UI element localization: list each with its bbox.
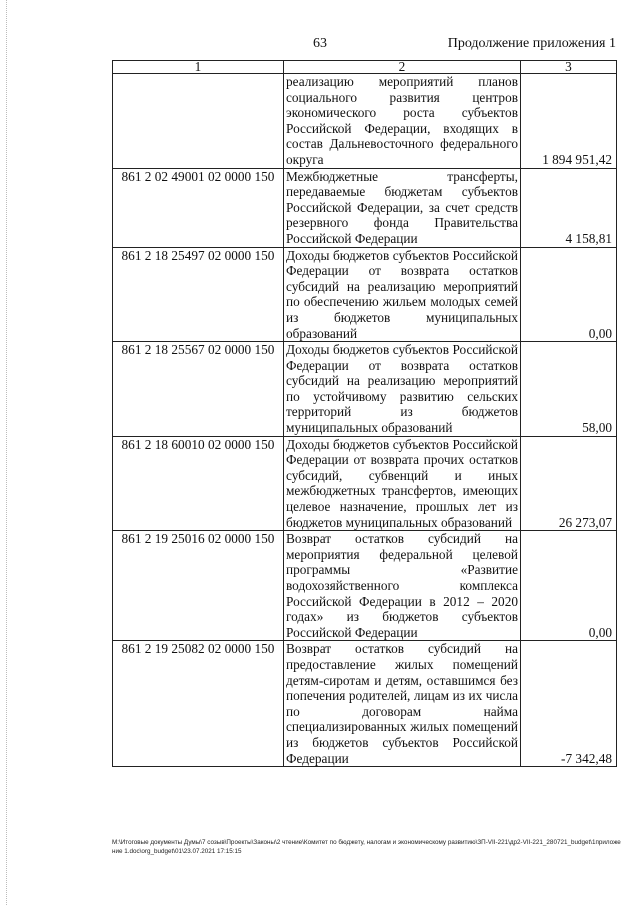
column-header: 3 [521, 61, 617, 74]
row-description: Доходы бюджетов субъектов Российской Федерации от возврата остатков субсидий на реализацию мероприятий по обеспечению жильем молодых семей из бюджетов муниципальных образований [284, 247, 521, 342]
table-row [113, 436, 617, 531]
row-amount: -7 342,48 [521, 641, 617, 767]
column-header: 1 [113, 61, 284, 74]
budget-code: 861 2 02 49001 02 0000 150 [113, 168, 284, 247]
row-description: Доходы бюджетов субъектов Российской Федерации от возврата прочих остатков субсидий, субвенций и иных межбюджетных трансфертов, имеющих целевое назначение, прошлых лет из бюджетов муниципальных образований [284, 436, 521, 531]
row-description: Возврат остатков субсидий на мероприятия федеральной целевой программы «Развитие водохозяйственного комплекса Российской Федерации в 2012 – 2020 годах» из бюджетов субъектов Российской Федерации [284, 531, 521, 641]
budget-code [113, 74, 284, 169]
row-amount: 58,00 [521, 342, 617, 437]
table-header-row [113, 61, 617, 74]
revenue-table [112, 60, 617, 767]
budget-code: 861 2 18 60010 02 0000 150 [113, 436, 284, 531]
document-file-path: M:\Итоговые документы Думы\7 созыв\Проекты\Законы\2 чтение\Комитет по бюджету, налогам и экономическому развитию\ЗП-VII-221\др2-VII-221_280721_budget\1приложение 1.doc\org_budget\01\23.07.2021 17:15:15 [112, 839, 621, 855]
table-row [113, 641, 617, 767]
row-description: Межбюджетные трансферты, передаваемые бюджетам субъектов Российской Федерации, за счет средств резервного фонда Правительства Российской Федерации [284, 168, 521, 247]
row-amount: 0,00 [521, 531, 617, 641]
row-amount: 1 894 951,42 [521, 74, 617, 169]
continuation-note: Продолжение приложения 1 [447, 36, 616, 51]
table-row [113, 247, 617, 342]
column-header: 2 [284, 61, 521, 74]
table-row [113, 74, 617, 169]
page-number: 63 [313, 36, 327, 51]
row-amount: 26 273,07 [521, 436, 617, 531]
row-description: Возврат остатков субсидий на предоставление жилых помещений детям-сиротам и детям, оставшимся без попечения родителей, лицам из их числа по договорам найма специализированных жилых помещений из бюджетов субъектов Российской Федерации [284, 641, 521, 767]
table-row [113, 531, 617, 641]
margin-marker [0, 0, 7, 905]
budget-code: 861 2 19 25016 02 0000 150 [113, 531, 284, 641]
table-row [113, 342, 617, 437]
budget-code: 861 2 19 25082 02 0000 150 [113, 641, 284, 767]
row-amount: 4 158,81 [521, 168, 617, 247]
budget-code: 861 2 18 25497 02 0000 150 [113, 247, 284, 342]
row-description: реализацию мероприятий планов социального развития центров экономического роста субъектов Российской Федерации, входящих в состав Дальневосточного федерального округа [284, 74, 521, 169]
table-row [113, 168, 617, 247]
row-description: Доходы бюджетов субъектов Российской Федерации от возврата остатков субсидий на реализацию мероприятий по устойчивому развитию сельских территорий из бюджетов муниципальных образований [284, 342, 521, 437]
budget-code: 861 2 18 25567 02 0000 150 [113, 342, 284, 437]
row-amount: 0,00 [521, 247, 617, 342]
